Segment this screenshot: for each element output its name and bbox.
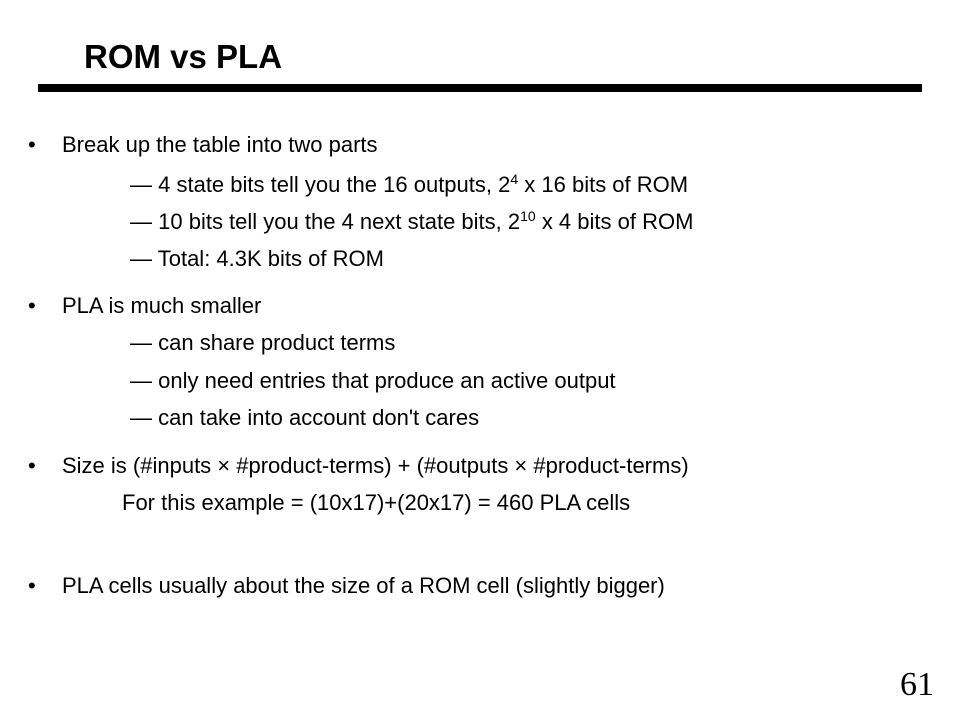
dash: — — [130, 368, 152, 393]
slide-title: ROM vs PLA — [84, 38, 283, 75]
bullet-dot: • — [28, 132, 36, 157]
superscript: 10 — [520, 208, 536, 224]
sub-text-tail: x 16 bits of ROM — [518, 172, 689, 197]
sub-text: only need entries that produce an active output — [158, 368, 616, 393]
bullet-text: Size is (#inputs × #product-terms) + (#outputs × #product-terms) — [62, 453, 689, 478]
sub-text: can take into account don't cares — [158, 405, 480, 430]
dash: — — [130, 405, 152, 430]
sub-item — [130, 209, 693, 235]
sub-text: 4 state bits tell you the 16 outputs, 2 — [158, 172, 511, 197]
example-calculation: For this example = (10x17)+(20x17) = 460 PLA cells — [122, 490, 631, 515]
sub-text: can share product terms — [158, 330, 396, 355]
sub-text-tail: x 4 bits of ROM — [535, 209, 694, 234]
sub-item — [130, 172, 688, 198]
bullet-text: Break up the table into two parts — [62, 132, 378, 157]
sub-text: 10 bits tell you the 4 next state bits, 2 — [158, 209, 521, 234]
dash: — — [130, 209, 152, 234]
sub-item — [130, 368, 616, 394]
bullet-dot: • — [28, 293, 36, 318]
sub-item — [130, 405, 479, 431]
dash: — — [130, 172, 152, 197]
bullet-text: PLA is much smaller — [62, 293, 262, 318]
title-underline — [38, 84, 922, 92]
page-number: 61 — [900, 666, 934, 703]
sub-text: Total: 4.3K bits of ROM — [157, 246, 384, 271]
dash: — — [130, 330, 152, 355]
dash: — — [130, 246, 152, 271]
bullet-dot: • — [28, 573, 36, 598]
superscript: 4 — [510, 171, 519, 187]
sub-item — [130, 246, 384, 272]
sub-item — [130, 330, 395, 356]
bullet-text: PLA cells usually about the size of a ROM cell (slightly bigger) — [62, 573, 665, 598]
bullet-dot: • — [28, 453, 36, 478]
